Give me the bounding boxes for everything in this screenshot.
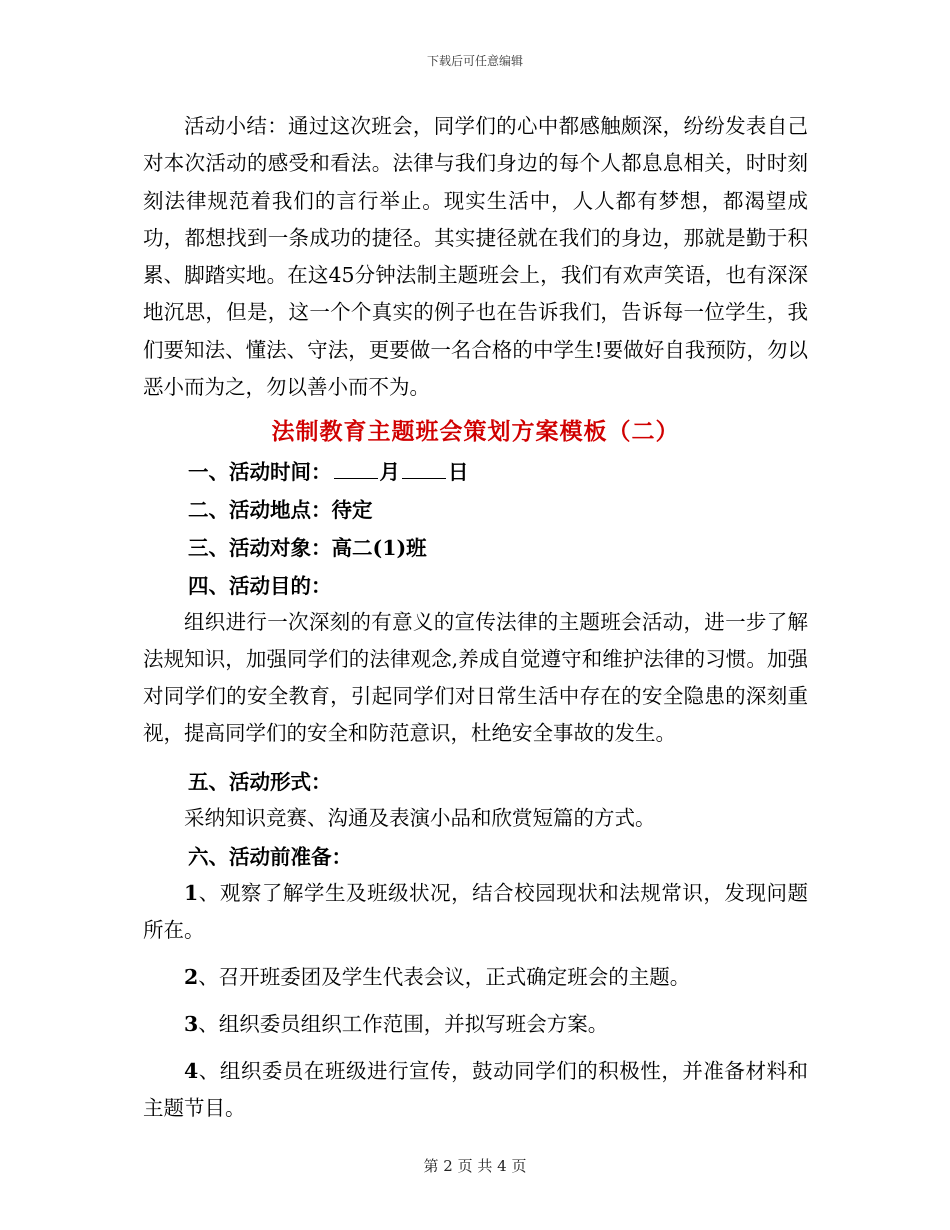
activity-target: 三、活动对象：高二(1)班	[188, 536, 427, 561]
page-header: 下载后可任意编辑	[426, 54, 523, 68]
day-blank	[402, 460, 446, 479]
prep-item-3	[143, 1006, 808, 1043]
prep-item-number: 4	[184, 1059, 199, 1084]
prep-item-text: 、观察了解学生及班级状况，结合校园现状和法规常识，发现问题所在。	[143, 881, 808, 943]
page-footer: 第 2 页 共 4 页	[423, 1157, 527, 1175]
prep-item-1	[143, 875, 808, 949]
form-heading: 五、活动形式：	[188, 770, 332, 795]
activity-time	[143, 454, 808, 490]
month-blank	[334, 460, 378, 479]
form-text: 采纳知识竞赛、沟通及表演小品和欣赏短篇的方式。	[184, 806, 656, 831]
prep-item-2	[143, 959, 808, 996]
prep-item-number: 2	[184, 965, 199, 990]
day-label: 日	[448, 460, 469, 485]
activity-summary: 活动小结：通过这次班会，同学们的心中都感触颇深，纷纷发表自己对本次活动的感受和看法。法律与我们身边的每个人都息息相关，时时刻刻法律规范着我们的言行举止。现实生活中，人人都有梦想，都渴望成功，都想找到一条成功的捷径。其实捷径就在我们的身边，那就是勤于积累、脚踏实地。在这45分钟法制主题班会上，我们有欢声笑语，也有深深地沉思，但是，这一个个真实的例子也在告诉我们，告诉每一位学生，我们要知法、懂法、守法，更要做一名合格的中学生!要做好自我预防，勿以恶小而为之，勿以善小而不为。	[143, 114, 808, 400]
month-label: 月	[379, 460, 400, 485]
prep-item-number: 1	[184, 881, 199, 906]
document-body	[143, 108, 808, 1127]
prep-item-text: 、组织委员组织工作范围，并拟写班会方案。	[198, 1012, 609, 1037]
prep-item-number: 3	[184, 1012, 199, 1037]
prep-item-4	[143, 1053, 808, 1127]
prep-item-text: 、组织委员在班级进行宣传，鼓动同学们的积极性，并准备材料和主题节目。	[143, 1059, 808, 1121]
prep-heading: 六、活动前准备：	[188, 845, 352, 870]
purpose-heading: 四、活动目的：	[188, 574, 332, 599]
purpose-text: 组织进行一次深刻的有意义的宣传法律的主题班会活动，进一步了解法规知识，加强同学们的法律观念,养成自觉遵守和维护法律的习惯。加强对同学们的安全教育，引起同学们对日常生活中存在的安全隐患的深刻重视，提高同学们的安全和防范意识，杜绝安全事故的发生。	[143, 610, 808, 746]
prep-item-text: 、召开班委团及学生代表会议，正式确定班会的主题。	[198, 965, 691, 990]
document-title: 法制教育主题班会策划方案模板（二）	[271, 418, 680, 446]
activity-time-label: 一、活动时间：	[188, 460, 332, 485]
activity-place: 二、活动地点：待定	[188, 498, 373, 523]
